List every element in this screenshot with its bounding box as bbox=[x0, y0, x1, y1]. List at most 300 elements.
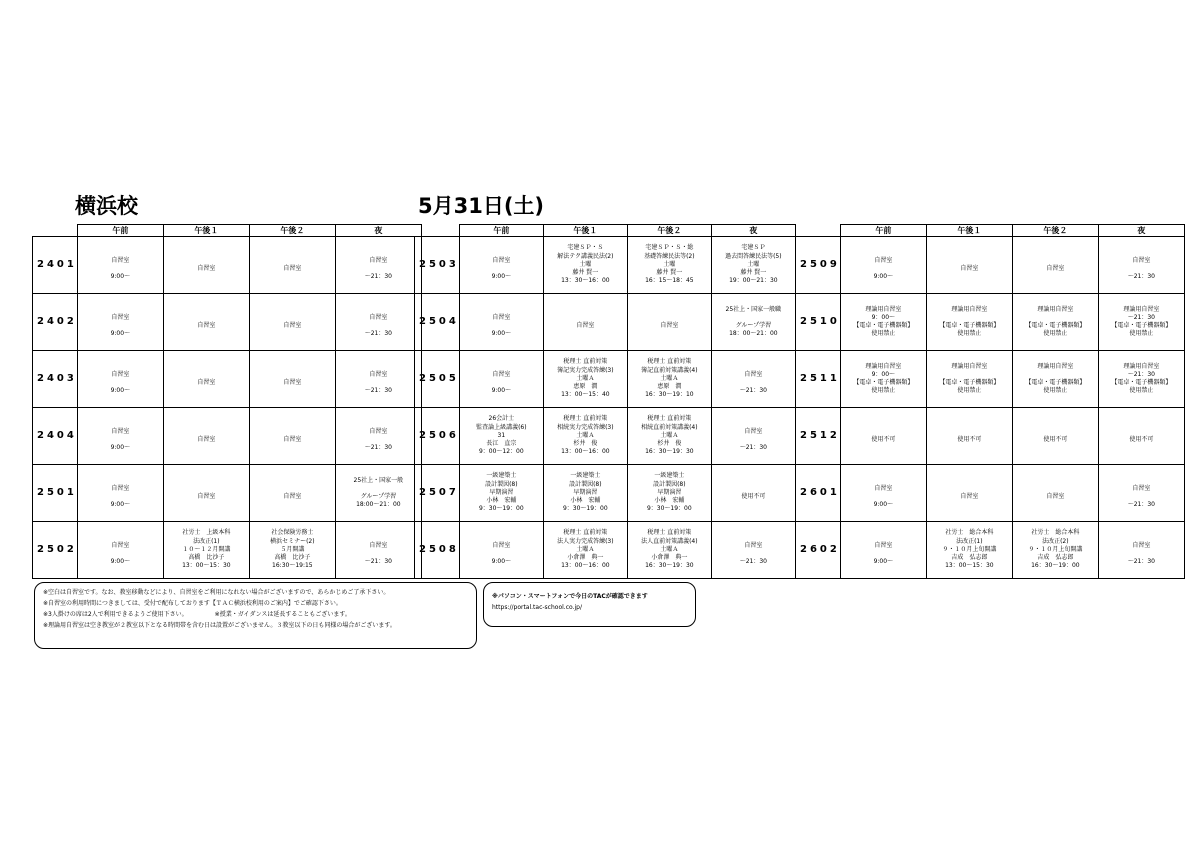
cell-line: 高橋 比沙子 bbox=[188, 554, 225, 562]
room-row bbox=[415, 294, 796, 351]
schedule-cell bbox=[543, 522, 627, 579]
cell-line: 9:00〜 bbox=[110, 558, 131, 566]
cell-line: 早期演習 bbox=[657, 488, 682, 496]
cell-line bbox=[712, 420, 795, 428]
room-number: 2502 bbox=[33, 522, 78, 579]
cell-line bbox=[164, 485, 249, 493]
schedule-cell bbox=[459, 351, 543, 408]
cell-line: 自習室 bbox=[492, 541, 511, 549]
schedule-cell bbox=[840, 408, 926, 465]
cell-line bbox=[460, 306, 543, 314]
cell-line bbox=[460, 249, 543, 257]
schedule-cell bbox=[335, 351, 421, 408]
cell-line: 設計製図(8) bbox=[569, 480, 602, 488]
cell-line: 使用不可 bbox=[957, 435, 982, 443]
cell-line bbox=[336, 306, 421, 314]
cell-line: 土曜Ａ bbox=[576, 374, 595, 382]
schedule-cell bbox=[163, 465, 249, 522]
schedule-table-1 bbox=[32, 224, 422, 579]
cell-line bbox=[927, 371, 1012, 379]
cell-line bbox=[1013, 371, 1098, 379]
room-row bbox=[415, 351, 796, 408]
col-header: 午前 bbox=[77, 225, 163, 237]
cell-line: 9：00〜12：00 bbox=[478, 448, 524, 456]
cell-line: 理論用自習室 bbox=[951, 305, 988, 313]
cell-line bbox=[336, 420, 421, 428]
cell-line: 自習室 bbox=[492, 313, 511, 321]
cell-line: 自習室 bbox=[744, 370, 763, 378]
cell-line bbox=[460, 265, 543, 273]
cell-line bbox=[841, 493, 926, 501]
schedule-cell bbox=[163, 522, 249, 579]
cell-line bbox=[78, 265, 163, 273]
cell-line: 9:00〜 bbox=[110, 444, 131, 452]
cell-line: 31 bbox=[497, 431, 506, 439]
cell-line: 自習室 bbox=[660, 321, 679, 329]
schedule-cell bbox=[459, 465, 543, 522]
cell-line: 自習室 bbox=[874, 541, 893, 549]
cell-line: 〜21：30 bbox=[1127, 558, 1155, 566]
schedule-cell bbox=[459, 408, 543, 465]
cell-line: 自習室 bbox=[283, 492, 302, 500]
cell-line: 9:00〜 bbox=[873, 273, 894, 281]
cell-line: 使用禁止 bbox=[871, 387, 896, 395]
room-number: 2601 bbox=[796, 465, 841, 522]
col-header: 午前 bbox=[459, 225, 543, 237]
room-row bbox=[33, 522, 422, 579]
cell-line: 自習室 bbox=[1046, 264, 1065, 272]
cell-line: 小林 宏輔 bbox=[654, 497, 685, 505]
cell-line: 13：00〜16：00 bbox=[561, 562, 610, 570]
cell-line bbox=[78, 322, 163, 330]
schedule-cell bbox=[1012, 465, 1098, 522]
cell-line bbox=[336, 550, 421, 558]
date-title: 5月31日(土) bbox=[418, 194, 545, 218]
room-number: 2505 bbox=[415, 351, 460, 408]
cell-line bbox=[78, 550, 163, 558]
cell-line bbox=[1099, 265, 1184, 273]
school-title: 横浜校 bbox=[75, 194, 138, 218]
cell-line: 基礎答練民法等(2) bbox=[644, 252, 695, 260]
cell-line bbox=[78, 249, 163, 257]
cell-line bbox=[460, 534, 543, 542]
cell-line: 自習室 bbox=[874, 256, 893, 264]
cell-line: 長江 直宗 bbox=[486, 440, 517, 448]
schedule-cell bbox=[543, 237, 627, 294]
cell-line: 【電卓・電子機器類】 bbox=[1025, 378, 1086, 386]
cell-line: 小倉澤 典一 bbox=[651, 554, 688, 562]
cell-line: 自習室 bbox=[1046, 492, 1065, 500]
cell-line bbox=[78, 306, 163, 314]
note-line: ※空白は自習室です。なお、教室移動などにより、自習室をご利用になれない場合がございますので、あらかじめご了承下さい。 bbox=[43, 589, 390, 596]
cell-line bbox=[250, 485, 335, 493]
cell-line: 自習室 bbox=[283, 378, 302, 386]
cell-line bbox=[164, 257, 249, 265]
cell-line: 杉井 俊 bbox=[573, 440, 598, 448]
schedule-cell bbox=[627, 237, 711, 294]
schedule-cell bbox=[1098, 408, 1184, 465]
cell-line: 9：30〜19：00 bbox=[646, 505, 692, 513]
room-row bbox=[796, 408, 1185, 465]
cell-line: 自習室 bbox=[283, 435, 302, 443]
cell-line: 自習室 bbox=[744, 541, 763, 549]
schedule-cell bbox=[840, 237, 926, 294]
cell-line: 自習室 bbox=[369, 427, 388, 435]
cell-line: ９・１０月上旬開講 bbox=[942, 545, 997, 553]
cell-line: 土曜 bbox=[579, 260, 592, 268]
cell-line: 横浜セミナー(2) bbox=[270, 537, 315, 545]
cell-line: 自習室 bbox=[111, 541, 130, 549]
schedule-cell bbox=[335, 408, 421, 465]
room-row bbox=[796, 237, 1185, 294]
schedule-cell bbox=[163, 237, 249, 294]
cell-line: 理論用自習室 bbox=[865, 305, 902, 313]
col-header: 午後２ bbox=[1012, 225, 1098, 237]
cell-line: ５月開講 bbox=[280, 545, 305, 553]
cell-line: 小林 宏輔 bbox=[486, 497, 517, 505]
cell-line: 自習室 bbox=[283, 264, 302, 272]
cell-line: グループ学習 bbox=[735, 321, 772, 329]
cell-line: 9:00〜 bbox=[491, 330, 512, 338]
header-row bbox=[415, 225, 796, 237]
cell-line: 宅建ＳＰ bbox=[741, 244, 766, 252]
schedule-cell bbox=[335, 294, 421, 351]
cell-line: 13：00〜15：30 bbox=[182, 562, 231, 570]
cell-line: 9：30〜19：00 bbox=[562, 505, 608, 513]
schedule-cell bbox=[249, 465, 335, 522]
cell-line: ９・１０月上旬開講 bbox=[1028, 545, 1083, 553]
cell-line bbox=[712, 550, 795, 558]
col-header: 午前 bbox=[840, 225, 926, 237]
cell-line: 自習室 bbox=[874, 484, 893, 492]
cell-line: 税理士 直前対策 bbox=[563, 529, 608, 537]
cell-line: 〜21：30 bbox=[1127, 501, 1155, 509]
cell-line: 【電卓・電子機器類】 bbox=[1111, 322, 1172, 329]
room-row bbox=[33, 294, 422, 351]
cell-line bbox=[628, 314, 711, 322]
cell-line: 自習室 bbox=[197, 321, 216, 329]
cell-line: 自習室 bbox=[960, 264, 979, 272]
cell-line: 9:00〜 bbox=[110, 273, 131, 281]
schedule-cell bbox=[1098, 237, 1184, 294]
schedule-cell bbox=[711, 237, 795, 294]
cell-line bbox=[250, 428, 335, 436]
cell-line: 相続実力完成答練(3) bbox=[557, 423, 614, 431]
cell-line: 使用禁止 bbox=[1043, 387, 1068, 395]
cell-line bbox=[78, 534, 163, 542]
cell-line bbox=[841, 428, 926, 436]
cell-line: 9:00〜 bbox=[873, 558, 894, 566]
cell-line bbox=[78, 379, 163, 387]
cell-line: 9：00〜 bbox=[871, 370, 896, 378]
cell-line: 自習室 bbox=[197, 492, 216, 500]
cell-line bbox=[712, 379, 795, 387]
cell-line: 使用禁止 bbox=[957, 387, 982, 395]
cell-line bbox=[712, 534, 795, 542]
schedule-cell bbox=[163, 294, 249, 351]
cell-line: 恵原 潤 bbox=[657, 383, 682, 391]
schedule-cell bbox=[543, 408, 627, 465]
cell-line: 16:30〜19:15 bbox=[272, 562, 313, 570]
schedule-cell bbox=[627, 522, 711, 579]
cell-line: 自習室 bbox=[111, 427, 130, 435]
schedule-cell bbox=[249, 294, 335, 351]
cell-line: 一級建築士 bbox=[486, 472, 517, 480]
cell-line: 自習室 bbox=[197, 435, 216, 443]
cell-line: 自習室 bbox=[1132, 541, 1151, 549]
cell-line: 13：30〜16：00 bbox=[561, 277, 610, 285]
cell-line: 社会保険労務士 bbox=[271, 529, 314, 537]
room-number: 2501 bbox=[33, 465, 78, 522]
cell-line: 法人直前対策講義(4) bbox=[641, 537, 698, 545]
portal-url: https://portal.tac-school.co.jp/ bbox=[492, 604, 582, 611]
room-number: 2403 bbox=[33, 351, 78, 408]
cell-line bbox=[336, 379, 421, 387]
cell-line bbox=[336, 363, 421, 371]
schedule-cell bbox=[1012, 408, 1098, 465]
cell-line: 使用不可 bbox=[871, 435, 896, 443]
schedule-cell bbox=[249, 237, 335, 294]
cell-line bbox=[1099, 493, 1184, 501]
col-header: 午後１ bbox=[926, 225, 1012, 237]
cell-line: 使用禁止 bbox=[1129, 387, 1154, 395]
cell-line: 〜21：30 bbox=[364, 273, 392, 281]
room-number: 2508 bbox=[415, 522, 460, 579]
cell-line: 一級建築士 bbox=[570, 472, 601, 480]
cell-line: 25社上・国家一般 bbox=[353, 476, 404, 484]
cell-line: 宅建ＳＰ・Ｓ・総 bbox=[645, 244, 694, 252]
schedule-cell bbox=[711, 465, 795, 522]
cell-line bbox=[164, 371, 249, 379]
cell-line bbox=[164, 314, 249, 322]
cell-line: 社労士 総合本科 bbox=[1031, 529, 1080, 537]
cell-line: 自習室 bbox=[111, 256, 130, 264]
schedule-cell bbox=[335, 465, 421, 522]
schedule-cell bbox=[627, 465, 711, 522]
cell-line: 理論用自習室 bbox=[1123, 362, 1160, 370]
cell-line: 小林 宏輔 bbox=[570, 497, 601, 505]
schedule-cell bbox=[543, 465, 627, 522]
cell-line: 解法テク講義民法(2) bbox=[557, 252, 614, 260]
cell-line: 9:00〜 bbox=[491, 273, 512, 281]
room-row bbox=[33, 237, 422, 294]
cell-line bbox=[1099, 550, 1184, 558]
schedule-cell bbox=[77, 522, 163, 579]
portal-heading: ※パソコン・スマートフォンで今日のTACが確認できます bbox=[492, 593, 648, 600]
cell-line bbox=[336, 322, 421, 330]
schedule-cell bbox=[627, 294, 711, 351]
cell-line: 法人実力完成答練(3) bbox=[557, 537, 614, 545]
cell-line: 9:00〜 bbox=[110, 501, 131, 509]
cell-line: 自習室 bbox=[1132, 256, 1151, 264]
schedule-cell bbox=[77, 351, 163, 408]
col-header: 午後２ bbox=[249, 225, 335, 237]
cell-line: 税理士 直前対策 bbox=[563, 415, 608, 423]
cell-line: 吉成 弘志郎 bbox=[1037, 554, 1074, 562]
room-row bbox=[33, 408, 422, 465]
schedule-cell bbox=[1012, 294, 1098, 351]
schedule-cell bbox=[1012, 522, 1098, 579]
cell-line: 理論用自習室 bbox=[1037, 362, 1074, 370]
cell-line: 杉井 俊 bbox=[657, 440, 682, 448]
schedule-cell bbox=[77, 465, 163, 522]
schedule-cell bbox=[840, 294, 926, 351]
room-number: 2404 bbox=[33, 408, 78, 465]
schedule-cell bbox=[926, 465, 1012, 522]
cell-line: 9:00〜 bbox=[110, 330, 131, 338]
cell-line bbox=[78, 436, 163, 444]
cell-line bbox=[1099, 534, 1184, 542]
schedule-cell bbox=[627, 351, 711, 408]
cell-line: 使用禁止 bbox=[1043, 330, 1068, 338]
col-header: 夜 bbox=[711, 225, 795, 237]
room-row bbox=[415, 465, 796, 522]
cell-line: 自習室 bbox=[369, 256, 388, 264]
cell-line: 16：30〜19：30 bbox=[645, 448, 694, 456]
cell-line bbox=[841, 249, 926, 257]
cell-line: 自習室 bbox=[576, 321, 595, 329]
cell-line: 土曜Ａ bbox=[660, 431, 679, 439]
cell-line: 自習室 bbox=[369, 541, 388, 549]
schedule-cell bbox=[627, 408, 711, 465]
cell-line: 9:00〜 bbox=[110, 387, 131, 395]
room-number: 2512 bbox=[796, 408, 841, 465]
cell-line: 理論用自習室 bbox=[1123, 305, 1160, 313]
cell-line: 自習室 bbox=[111, 484, 130, 492]
cell-line bbox=[712, 363, 795, 371]
schedule-cell bbox=[926, 237, 1012, 294]
cell-line: 【電卓・電子機器類】 bbox=[939, 321, 1000, 329]
room-row bbox=[33, 351, 422, 408]
schedule-cell bbox=[335, 237, 421, 294]
cell-line: 9：30〜19：00 bbox=[478, 505, 524, 513]
schedule-cell bbox=[77, 294, 163, 351]
header-row bbox=[33, 225, 422, 237]
schedule-cell bbox=[840, 522, 926, 579]
schedule-cell bbox=[335, 522, 421, 579]
cell-line: 自習室 bbox=[492, 256, 511, 264]
cell-line bbox=[841, 477, 926, 485]
schedule-cell bbox=[711, 408, 795, 465]
cell-line bbox=[841, 534, 926, 542]
cell-line bbox=[712, 485, 795, 493]
schedule-cell bbox=[711, 294, 795, 351]
cell-line bbox=[712, 314, 795, 322]
cell-line: 使用禁止 bbox=[957, 330, 982, 338]
cell-line bbox=[336, 436, 421, 444]
cell-line bbox=[336, 265, 421, 273]
cell-line: 理論用自習室 bbox=[951, 362, 988, 370]
cell-line: 税理士 直前対策 bbox=[647, 358, 692, 366]
cell-line: 土曜Ａ bbox=[576, 545, 595, 553]
cell-line bbox=[927, 485, 1012, 493]
schedule-cell bbox=[1098, 522, 1184, 579]
cell-line bbox=[78, 477, 163, 485]
cell-line: 9：00〜 bbox=[871, 313, 896, 321]
cell-line: 理論用自習室 bbox=[1037, 305, 1074, 313]
cell-line: 使用禁止 bbox=[1129, 330, 1154, 338]
cell-line: 13：00〜15：30 bbox=[945, 562, 994, 570]
note-line: ※3人掛けの席は2人で利用できるようご使用下さい。 ※授業・ガイダンスは延長することもございます。 bbox=[43, 611, 351, 618]
schedule-cell bbox=[1098, 465, 1184, 522]
cell-line: 16：30〜19：30 bbox=[645, 562, 694, 570]
col-header: 夜 bbox=[335, 225, 421, 237]
col-header: 夜 bbox=[1098, 225, 1184, 237]
room-number: 2503 bbox=[415, 237, 460, 294]
cell-line: グループ学習 bbox=[360, 492, 397, 500]
cell-line bbox=[460, 379, 543, 387]
cell-line: 〜21：30 bbox=[739, 444, 767, 452]
cell-line: 自習室 bbox=[111, 370, 130, 378]
schedule-table-3 bbox=[795, 224, 1185, 579]
cell-line: 法改正(2) bbox=[1042, 537, 1069, 545]
cell-line bbox=[927, 257, 1012, 265]
cell-line: 土曜Ａ bbox=[576, 431, 595, 439]
cell-line bbox=[78, 420, 163, 428]
cell-line: 〜21：30 bbox=[364, 387, 392, 395]
cell-line bbox=[78, 363, 163, 371]
cell-line bbox=[841, 265, 926, 273]
room-row bbox=[415, 408, 796, 465]
cell-line: 宅建ＳＰ・Ｓ bbox=[567, 244, 604, 252]
schedule-cell bbox=[926, 408, 1012, 465]
cell-line: 税理士 直前対策 bbox=[647, 415, 692, 423]
cell-line bbox=[927, 314, 1012, 322]
cell-line bbox=[1013, 314, 1098, 322]
schedule-cell bbox=[249, 351, 335, 408]
cell-line: 9:00〜 bbox=[873, 501, 894, 509]
cell-line: 〜21：30 bbox=[1127, 273, 1155, 281]
cell-line: 〜21：30 bbox=[364, 330, 392, 338]
cell-line bbox=[78, 493, 163, 501]
cell-line: 〜21：30 bbox=[1127, 370, 1155, 378]
cell-line: 〜21：30 bbox=[364, 558, 392, 566]
cell-line: 自習室 bbox=[960, 492, 979, 500]
cell-line: 自習室 bbox=[369, 370, 388, 378]
cell-line bbox=[336, 485, 421, 493]
cell-line: 過去問答練民法等(5) bbox=[725, 252, 782, 260]
cell-line bbox=[336, 249, 421, 257]
schedule-cell bbox=[926, 351, 1012, 408]
cell-line: 16：30〜19：00 bbox=[1031, 562, 1080, 570]
cell-line: 簿記直前対策講義(4) bbox=[641, 366, 698, 374]
schedule-cell bbox=[1012, 351, 1098, 408]
cell-line: 16：15〜18：45 bbox=[645, 277, 694, 285]
schedule-cell bbox=[1098, 294, 1184, 351]
cell-line: 【電卓・電子機器類】 bbox=[939, 378, 1000, 386]
schedule-cell bbox=[459, 237, 543, 294]
cell-line: 土曜 bbox=[747, 260, 760, 268]
cell-line: 法改正(1) bbox=[193, 537, 220, 545]
schedule-cell bbox=[163, 351, 249, 408]
cell-line bbox=[1013, 428, 1098, 436]
schedule-cell bbox=[77, 237, 163, 294]
cell-line: 恵原 潤 bbox=[573, 383, 598, 391]
schedule-cell bbox=[249, 408, 335, 465]
room-row bbox=[415, 522, 796, 579]
cell-line: 13：00〜15：40 bbox=[561, 391, 610, 399]
cell-line: 自習室 bbox=[197, 378, 216, 386]
cell-line: 土曜 bbox=[663, 260, 676, 268]
notes-box bbox=[34, 582, 477, 649]
cell-line: 19：00〜21：30 bbox=[729, 277, 778, 285]
cell-line: 【電卓・電子機器類】 bbox=[853, 379, 914, 386]
room-number: 2402 bbox=[33, 294, 78, 351]
schedule-cell bbox=[459, 294, 543, 351]
cell-line bbox=[927, 428, 1012, 436]
room-number: 2506 bbox=[415, 408, 460, 465]
cell-line: 相続直前対策講義(4) bbox=[641, 423, 698, 431]
